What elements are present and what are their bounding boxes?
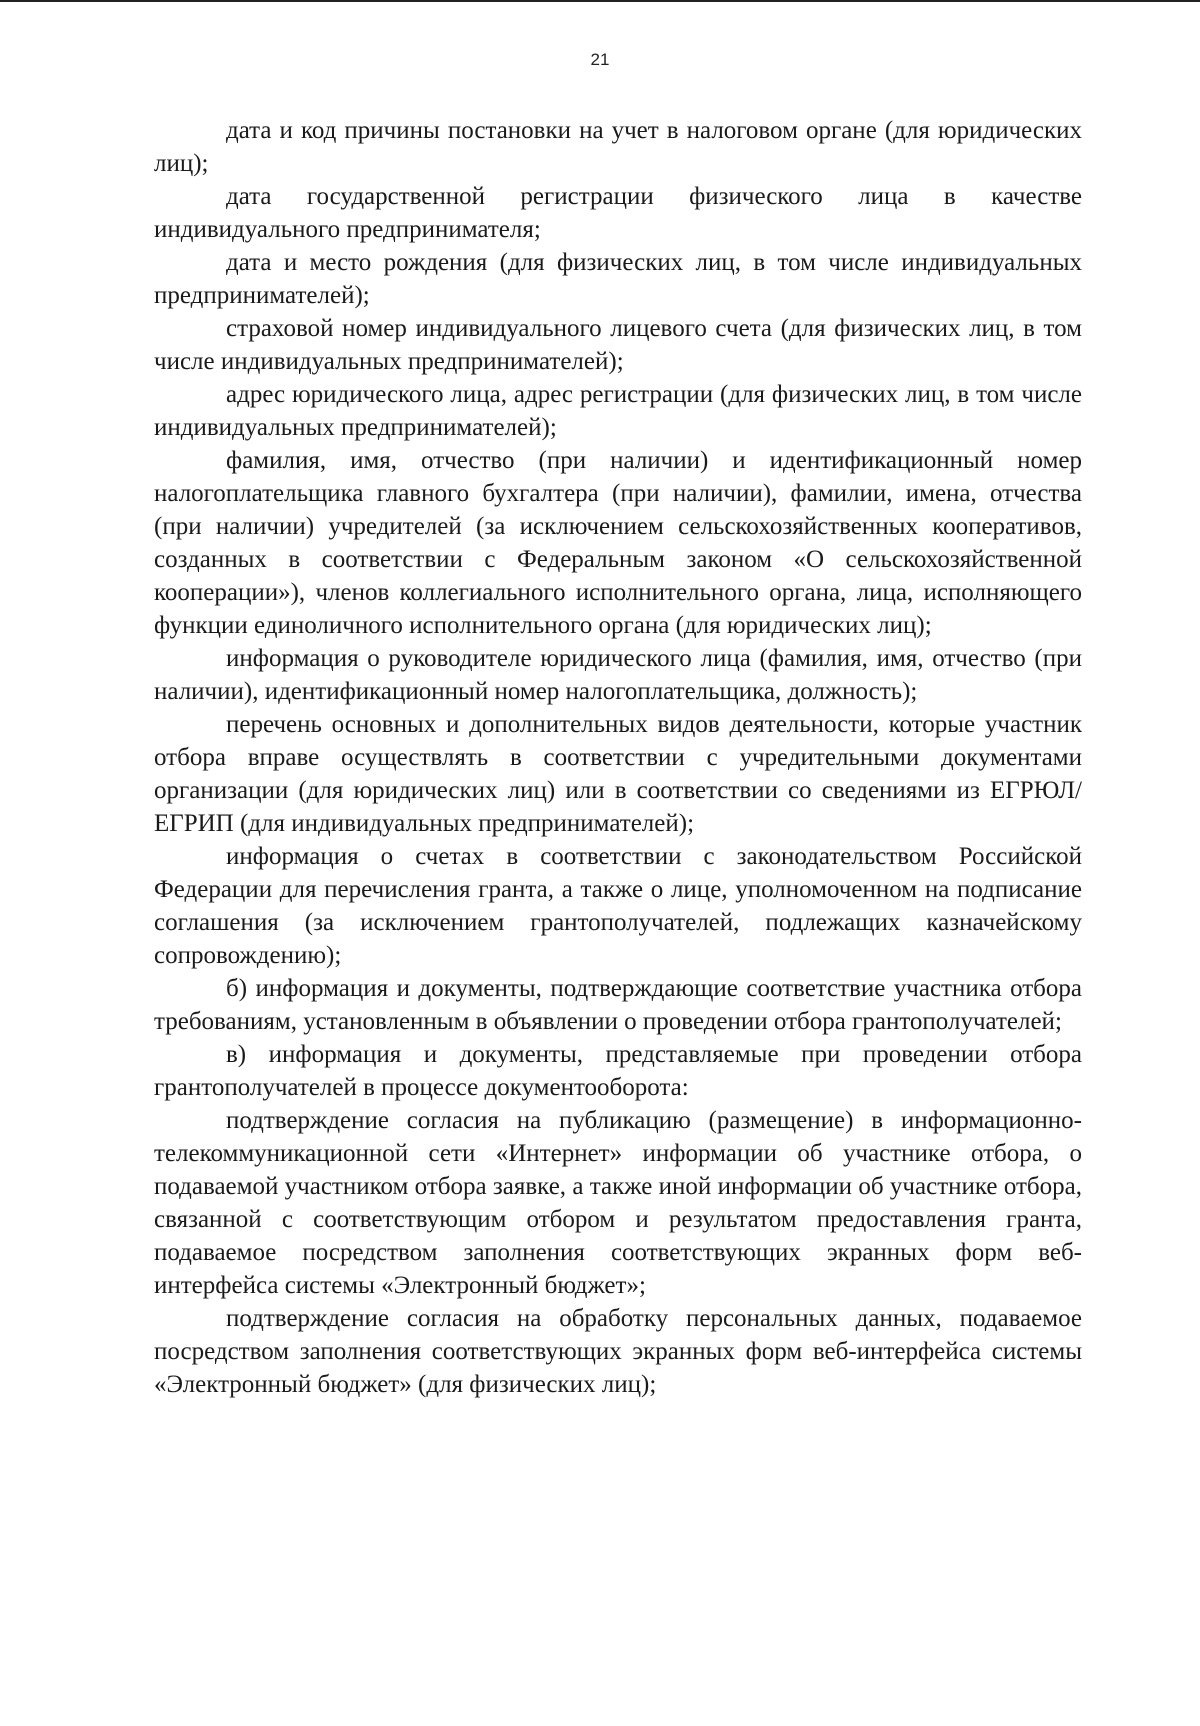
paragraph-accountant-founders: фамилия, имя, отчество (при наличии) и идентификационный номер налогоплательщика главного бухгалтера (при наличии), фамилии, имена, отчества (при наличии) учредителей (за исключением сельскохозяйственных кооперативов, созданных в соответствии с Федеральным законом «О сельскохозяйственной кооперации»), членов коллегиального исполнительного органа, лица, исполняющего функции единоличного исполнительного органа (для юридических лиц); [154,447,1082,639]
top-border-line [0,0,1200,2]
page-number: 21 [590,50,610,69]
paragraph-item-v: в) информация и документы, представляемые при проведении отбора грантополучателей в процессе документооборота: [154,1041,1082,1101]
paragraph-tax-registration: дата и код причины постановки на учет в налоговом органе (для юридических лиц); [154,117,1082,177]
paragraph-item-b: б) информация и документы, подтверждающие соответствие участника отбора требованиям, установленным в объявлении о проведении отбора грантополучателей; [154,975,1082,1035]
paragraph-personal-data-consent: подтверждение согласия на обработку персональных данных, подаваемое посредством заполнения соответствующих экранных форм веб-интерфейса системы «Электронный бюджет» (для физических лиц); [154,1305,1082,1398]
paragraph-director-info: информация о руководителе юридического лица (фамилия, имя, отчество (при наличии), идентификационный номер налогоплательщика, должность); [154,645,1082,705]
document-body [154,114,1082,1401]
paragraph-insurance-number: страховой номер индивидуального лицевого счета (для физических лиц, в том числе индивидуальных предпринимателей); [154,315,1082,375]
paragraph-address: адрес юридического лица, адрес регистрации (для физических лиц, в том числе индивидуальных предпринимателей); [154,381,1082,441]
paragraph-bank-accounts: информация о счетах в соответствии с законодательством Российской Федерации для перечисления гранта, а также о лице, уполномоченном на подписание соглашения (за исключением грантополучателей, подлежащих казначейскому сопровождению); [154,843,1082,969]
paragraph-entrepreneur-registration: дата государственной регистрации физического лица в качестве индивидуального предпринимателя; [154,183,1082,243]
paragraph-activity-types: перечень основных и дополнительных видов деятельности, которые участник отбора вправе осуществлять в соответствии с учредительными документами организации (для юридических лиц) или в соответствии со сведениями из ЕГРЮЛ/ЕГРИП (для индивидуальных предпринимателей); [154,711,1082,837]
paragraph-birth-date-place: дата и место рождения (для физических лиц, в том числе индивидуальных предпринимателей); [154,249,1082,309]
paragraph-publication-consent: подтверждение согласия на публикацию (размещение) в информационно-телекоммуникационной сети «Интернет» информации об участнике отбора, о подаваемой участником отбора заявке, а также иной информации об участнике отбора, связанной с соответствующим отбором и результатом предоставления гранта, подаваемое посредством заполнения соответствующих экранных форм веб-интерфейса системы «Электронный бюджет»; [154,1107,1082,1299]
